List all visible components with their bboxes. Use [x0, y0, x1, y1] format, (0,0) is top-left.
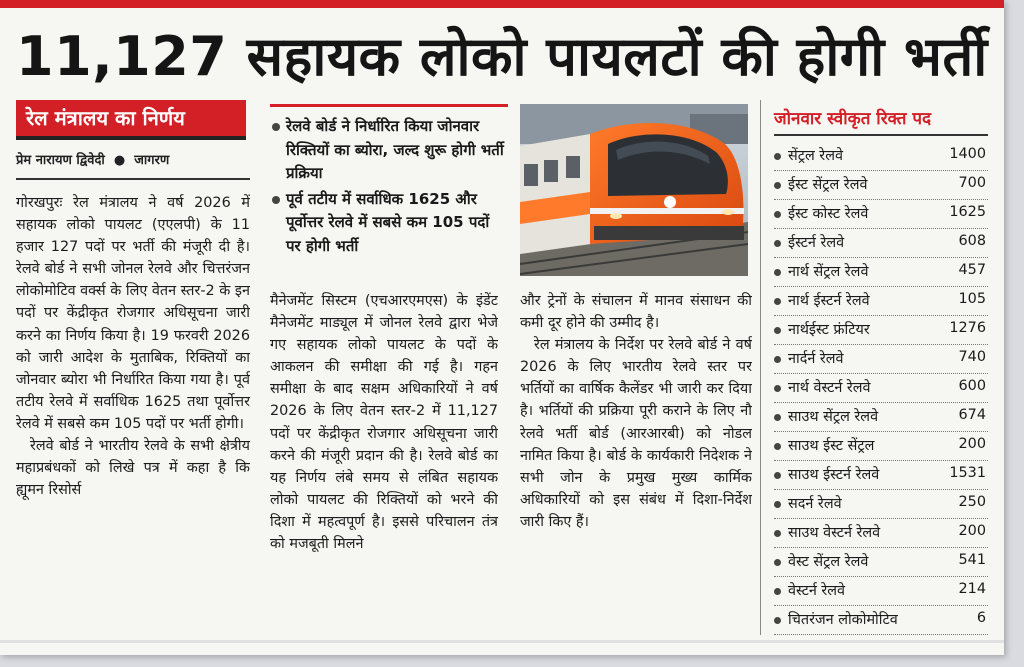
bullet-icon: [774, 153, 781, 160]
vacancy-count: 1625: [949, 204, 986, 220]
vacancy-row: [774, 316, 988, 345]
vacancy-row: [774, 461, 988, 490]
vacancy-zone: वेस्ट सेंट्रल रेलवे: [788, 554, 869, 570]
vacancy-zone: साउथ ईस्टर्न रेलवे: [788, 467, 880, 483]
article-paragraph: गोरखपुरः रेल मंत्रालय ने वर्ष 2026 में सहायक लोको पायलट (एएलपी) के 11 हजार 127 पदों पर भर्ती की मंजूरी दी है। रेलवे बोर्ड ने सभी जोनल रेलवे और चित्तरंजन लोकोमोटिव वर्क्स के लिए वेतन स्तर-2 के इन पदों पर केंद्रीकृत रोजगार अधिसूचना जारी करने का निर्णय किया है। 19 फरवरी 2026 को जारी आदेश के मुताबिक, रिक्तियों का जोनवार ब्योरा भी निर्धारित किया गया है। पूर्व तटीय रेलवे में सर्वाधिक 1625 तथा पूर्वोत्तर रेलवे में सबसे कम 105 पदों पर भर्ती होगी।: [16, 195, 250, 432]
article-column-2: [270, 290, 498, 632]
vacancy-row: [774, 142, 988, 171]
vacancy-zone: साउथ ईस्ट सेंट्रल: [788, 438, 875, 454]
vacancy-zone: नार्थ ईस्टर्न रेलवे: [788, 293, 870, 309]
vacancy-zone: नार्थ वेस्टर्न रेलवे: [788, 380, 871, 396]
vacancy-zone: ईस्ट सेंट्रल रेलवे: [788, 177, 868, 193]
vacancy-zone: साउथ सेंट्रल रेलवे: [788, 409, 879, 425]
vacancies-title: जोनवार स्वीकृत रिक्त पद: [774, 104, 988, 136]
vacancy-count: 250: [958, 494, 986, 510]
vacancy-count: 1276: [949, 320, 986, 336]
vacancy-row: [774, 229, 988, 258]
vacancy-row: [774, 403, 988, 432]
bullet-icon: [774, 559, 781, 566]
bullet-icon: [774, 472, 781, 479]
highlight-item: [270, 115, 508, 186]
vacancy-count: 700: [958, 175, 986, 191]
vacancy-count: 600: [958, 378, 986, 394]
vacancy-zone: सेंट्रल रेलवे: [788, 148, 843, 164]
article-paragraph: मैनेजमेंट सिस्टम (एचआरएमएस) के इंडेंट मैनेजमेंट माड्यूल में जोनल रेलवे द्वारा भेजे गए सहायक लोको पायलट के पदों के आकलन की समीक्षा की गई है। गहन समीक्षा के बाद सक्षम अधिकारियों ने वर्ष 2026 के लिए वेतन स्तर-2 में 11,127 पदों पर केंद्रीकृत रोजगार अधिसूचना जारी करने की मंजूरी प्रदान की है। रेलवे बोर्ड का यह निर्णय लंबे समय से लंबित सहायक लोको पायलट की रिक्तियों को भरने की दिशा में महत्वपूर्ण है। इससे परिचालन तंत्र को मजबूती मिलने: [270, 293, 498, 553]
bullet-icon: [272, 123, 280, 131]
headline: 11,127 सहायक लोको पायलटों की होगी भर्ती: [16, 25, 988, 88]
vacancy-row: [774, 577, 988, 606]
highlights-box: [270, 104, 508, 274]
highlight-text: पूर्व तटीय में सर्वाधिक 1625 और पूर्वोत्तर रेलवे में सबसे कम 105 पदों पर होगी भर्ती: [286, 189, 490, 255]
vacancy-zone: वेस्टर्न रेलवे: [788, 583, 846, 599]
vacancy-count: 200: [958, 436, 986, 452]
vacancy-count: 105: [958, 291, 986, 307]
bullet-icon: [774, 356, 781, 363]
vacancy-count: 1531: [949, 465, 986, 481]
vacancy-row: [774, 345, 988, 374]
bullet-icon: [774, 530, 781, 537]
bullet-icon: [774, 269, 781, 276]
vacancy-zone: साउथ वेस्टर्न रेलवे: [788, 525, 881, 541]
article-paragraph: रेल मंत्रालय के निर्देश पर रेलवे बोर्ड ने वर्ष 2026 के लिए भारतीय रेलवे स्तर पर भर्तियों का वार्षिक कैलेंडर भी जारी कर दिया है। भर्तियों की प्रक्रिया पूरी कराने के लिए नौ रेलवे भर्ती बोर्ड (आरआरबी) को नोडल नामित किया है। बोर्ड के कार्यकारी निदेशक ने सभी जोन के प्रमुख मुख्य कार्मिक अधिकारियों को इस संबंध में दिशा-निर्देश जारी किए हैं।: [520, 337, 752, 530]
highlight-item: [270, 188, 508, 259]
vacancy-zone: नार्थ सेंट्रल रेलवे: [788, 264, 869, 280]
vacancy-row: [774, 606, 988, 635]
byline-source: जागरण: [134, 153, 170, 168]
bullet-icon: [774, 327, 781, 334]
vacancy-count: 457: [958, 262, 986, 278]
bullet-icon: [774, 617, 781, 624]
vacancies-list: [774, 142, 988, 635]
vacancy-count: 6: [976, 610, 986, 626]
vacancy-row: [774, 258, 988, 287]
bullet-icon: [272, 196, 280, 204]
vacancy-row: [774, 171, 988, 200]
byline-author: प्रेम नारायण द्विवेदी: [16, 153, 105, 168]
vacancy-zone: चितरंजन लोकोमोटिव: [788, 612, 898, 628]
vacancy-count: 608: [958, 233, 986, 249]
vacancy-zone: नार्थईस्ट फ्रंटियर: [788, 322, 870, 338]
vacancy-count: 674: [958, 407, 986, 423]
vacancy-row: [774, 490, 988, 519]
vacancy-count: 541: [958, 552, 986, 568]
bullet-icon: [774, 414, 781, 421]
article-column-1: [16, 192, 250, 632]
vacancy-zone: सदर्न रेलवे: [788, 496, 842, 512]
vacancy-count: 1400: [949, 146, 986, 162]
vacancy-count: 740: [958, 349, 986, 365]
sidebar-divider: [760, 100, 761, 635]
vacancy-row: [774, 200, 988, 229]
vacancy-row: [774, 432, 988, 461]
vacancy-zone: नार्दर्न रेलवे: [788, 351, 844, 367]
byline-separator-icon: ●: [109, 153, 130, 168]
byline-divider: [16, 178, 250, 180]
vacancy-row: [774, 374, 988, 403]
vacancy-row: [774, 519, 988, 548]
vacancy-count: 214: [958, 581, 986, 597]
bullet-icon: [774, 588, 781, 595]
bottom-rule: [0, 640, 1004, 643]
article-column-3: [520, 290, 752, 632]
top-red-rule: [0, 0, 1004, 8]
bullet-icon: [774, 443, 781, 450]
vacancy-zone: ईस्टर्न रेलवे: [788, 235, 845, 251]
bullet-icon: [774, 385, 781, 392]
article-paragraph: और ट्रेनों के संचालन में मानव संसाधन की कमी दूर होने की उम्मीद है।: [520, 293, 752, 332]
section-banner: रेल मंत्रालय का निर्णय: [16, 100, 246, 140]
bullet-icon: [774, 240, 781, 247]
vacancy-row: [774, 548, 988, 577]
highlight-text: रेलवे बोर्ड ने निर्धारित किया जोनवार रिक्तियों का ब्योरा, जल्द शुरू होगी भर्ती प्रक्रिया: [286, 117, 504, 182]
byline: [16, 150, 169, 168]
vacancy-row: [774, 287, 988, 316]
vacancy-zone: ईस्ट कोस्ट रेलवे: [788, 206, 869, 222]
bullet-icon: [774, 501, 781, 508]
bullet-icon: [774, 298, 781, 305]
vacancy-count: 200: [958, 523, 986, 539]
bullet-icon: [774, 211, 781, 218]
article-paragraph: रेलवे बोर्ड ने भारतीय रेलवे के सभी क्षेत्रीय महाप्रबंधकों को लिखे पत्र में कहा है कि ह्यूमन रिसोर्स: [16, 438, 250, 499]
bullet-icon: [774, 182, 781, 189]
train-photo: [520, 104, 748, 276]
